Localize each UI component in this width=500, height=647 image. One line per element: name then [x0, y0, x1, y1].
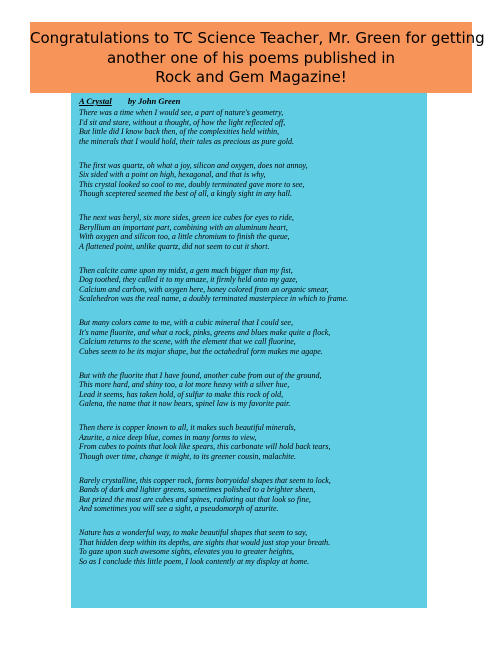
poem-line: With oxygen and silicon too, a little chromium to finish the queue,	[79, 232, 290, 241]
banner-line-1: Congratulations to TC Science Teacher, Mr. Green for getting	[30, 29, 485, 47]
poem-line: Though sceptered seemed the best of all, a kingly sight in any hall.	[79, 189, 292, 198]
poem-line: Scalehedron was the real name, a doubly terminated masterpiece in which to frame.	[79, 294, 349, 303]
poem-line: Bands of dark and lighter greens, sometimes polished to a brighter sheen,	[79, 485, 316, 494]
poem-panel	[71, 93, 427, 608]
poem-line: Calcium and carbon, with oxygen here, honey colored from an organic smear,	[79, 284, 329, 294]
poem-stanza	[79, 525, 427, 566]
poem-line: I'd sit and stare, without a thought, of how the light reflected off,	[79, 117, 286, 127]
poem-line: Nature has a wonderful way, to make beautiful shapes that seem to say,	[79, 528, 308, 537]
poem-stanza	[79, 158, 427, 199]
poem-line: But prized the most are cubes and spines, radiating out that look so fine,	[79, 494, 311, 504]
poem-stanza	[79, 420, 427, 461]
poem-line: That hidden deep within its depths, are sights that would just stop your breath.	[79, 537, 331, 547]
poem-line: Six sided with a point on high, hexagonal, and that is why,	[79, 170, 266, 179]
poem-stanza	[79, 108, 427, 146]
poem-stanzas	[79, 108, 427, 566]
poem-line: From cubes to points that look like spears, this carbonate will hold back tears,	[79, 442, 331, 451]
poem-line: Lead it seems, has taken hold, of sulfur to make this rock of old,	[79, 389, 284, 399]
banner-line-2: another one of his poems published in	[106, 48, 396, 67]
poem-author: by John Green	[127, 96, 181, 106]
poem-line: And sometimes you will see a sight, a pseudomorph of azurite.	[79, 504, 279, 513]
poem-line: But with the fluorite that I have found, another cube from out of the ground,	[79, 370, 322, 380]
poem-stanza	[79, 315, 427, 356]
banner-line-3: Rock and Gem Magazine!	[155, 68, 347, 86]
poem-line: Rarely crystalline, this copper rock, forms botryoidal shapes that seem to lock,	[79, 475, 331, 485]
poem-line: Azurite, a nice deep blue, comes in many forms to view,	[79, 432, 257, 442]
poem-line: To gaze upon such awesome sights, elevates you to greater heights,	[79, 547, 294, 556]
poem-title: A Crystal	[79, 96, 112, 106]
poem-line: Dog toothed, they called it to my amaze, it firmly held onto my gaze,	[79, 275, 298, 284]
poem-line: It's name fluorite, and what a rock, pinks, greens and blues make quite a flock,	[79, 327, 331, 337]
poem-line: Beryllium an important part, combining with an aluminum heart,	[79, 222, 288, 232]
poem-line: Calcium returns to the scene, with the element that we call fluorine,	[79, 337, 296, 346]
poem-line: A flattened point, unlike quartz, did not seem to cut it short.	[79, 241, 270, 251]
poem-line: Then there is copper known to all, it makes such beautiful minerals,	[79, 423, 296, 432]
poem-stanza	[79, 210, 427, 251]
poem-line: So as I conclude this little poem, I look contently at my display at home.	[79, 556, 310, 566]
poem-stanza	[79, 368, 427, 409]
poem-line: The next was beryl, six more sides, green ice cubes for eyes to ride,	[79, 213, 294, 222]
poem-line: This more hard, and shiny too, a lot more heavy with a silver hue,	[79, 380, 290, 389]
poem-line: But little did I know back then, of the complexities held within,	[79, 127, 280, 136]
poem-line: But many colors came to me, with a cubic mineral that I could see,	[79, 318, 293, 327]
poem-line: Then calcite came upon my midst, a gem much bigger than my fist,	[79, 265, 293, 275]
poem-stanza	[79, 473, 427, 514]
poem-line: the minerals that I would hold, their tales as precious as pure gold.	[79, 136, 294, 146]
poem-line: Though over time, change it might, to its greener cousin, malachite.	[79, 451, 297, 461]
poem-line: Galena, the name that it now bears, spinel law is my favorite pair.	[79, 399, 291, 408]
poem-stanza	[79, 263, 427, 304]
poem-line: This crystal looked so cool to me, doubly terminated gave more to see,	[79, 179, 305, 189]
poem-line: Cubes seem to be its major shape, but the octahedral form makes me agape.	[79, 346, 323, 356]
announcement-banner	[30, 22, 485, 93]
poem-heading	[79, 94, 427, 108]
poem-line: The first was quartz, oh what a joy, silicon and oxygen, does not annoy,	[79, 160, 308, 170]
poem-line: There was a time when I would see, a part of nature's geometry,	[79, 108, 284, 117]
